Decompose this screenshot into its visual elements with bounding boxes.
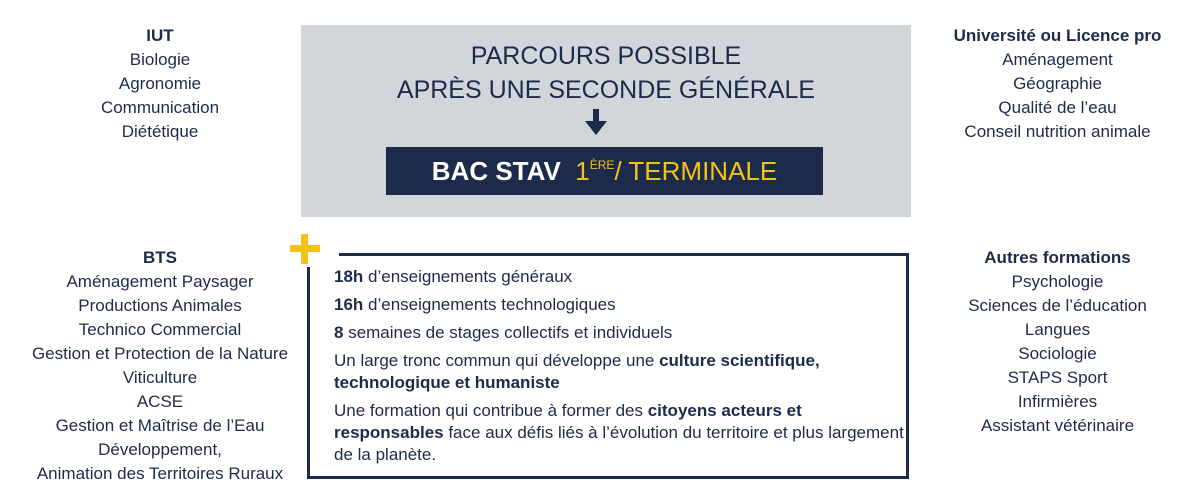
- bts-item: Viticulture: [122, 368, 198, 387]
- detail-tronc-bold: culture scientifique, technologique et humaniste: [334, 351, 820, 392]
- universite-column: [930, 24, 1185, 144]
- autres-item: Langues: [1024, 320, 1091, 339]
- detail-hours-tech-text: d’enseignements technologiques: [363, 295, 616, 314]
- iut-item: Biologie: [129, 50, 191, 69]
- bts-item: Développement,: [98, 440, 222, 459]
- parcours-box: [301, 25, 911, 217]
- detail-tronc-commun: [334, 350, 904, 394]
- universite-item: Conseil nutrition animale: [964, 122, 1151, 141]
- detail-hours-tech: [334, 294, 904, 316]
- autres-item: STAPS Sport: [1007, 368, 1108, 387]
- detail-tronc-text: Un large tronc commun qui développe une: [334, 351, 660, 370]
- iut-item: Communication: [100, 98, 220, 117]
- universite-item: Qualité de l’eau: [998, 98, 1117, 117]
- plus-icon: [288, 232, 322, 266]
- bac-stav-banner: [386, 147, 823, 195]
- bts-item: Gestion et Maîtrise de l’Eau: [55, 416, 265, 435]
- detail-hours-tech-value: 16h: [334, 295, 364, 314]
- bts-item: Productions Animales: [78, 296, 242, 315]
- detail-formation-end: face aux défis liés à l’évolution du territoire et plus largement de la planète.: [334, 423, 904, 464]
- autres-item: Psychologie: [1011, 272, 1104, 291]
- autres-item: Sociologie: [1018, 344, 1097, 363]
- bac-level-rest: / TERMINALE: [614, 156, 778, 186]
- detail-formation-bold: citoyens acteurs et responsables: [334, 401, 802, 442]
- detail-weeks: [334, 322, 904, 344]
- iut-title: IUT: [146, 26, 174, 45]
- parcours-title: [301, 39, 911, 107]
- universite-item: Géographie: [1013, 74, 1102, 93]
- bts-item: Gestion et Protection de la Nature: [31, 344, 289, 363]
- arrow-down-icon: [585, 109, 607, 135]
- bts-item: Animation des Territoires Ruraux: [36, 464, 284, 483]
- parcours-title-line2: APRÈS UNE SECONDE GÉNÉRALE: [396, 76, 816, 104]
- autres-item: Sciences de l’éducation: [968, 296, 1147, 315]
- iut-item: Diététique: [121, 122, 199, 141]
- parcours-title-line1: PARCOURS POSSIBLE: [470, 42, 742, 70]
- autres-item: Infirmières: [1017, 392, 1098, 411]
- bts-column: [10, 246, 310, 486]
- autres-formations-column: [950, 246, 1165, 438]
- bac-level: [568, 156, 777, 186]
- autres-formations-title: Autres formations: [984, 248, 1131, 267]
- bts-item: ACSE: [136, 392, 184, 411]
- iut-item: Agronomie: [118, 74, 202, 93]
- detail-hours-general: [334, 266, 904, 288]
- details-content: [334, 266, 904, 472]
- universite-title: Université ou Licence pro: [953, 26, 1162, 45]
- bts-item: Technico Commercial: [78, 320, 242, 339]
- bac-stav-label: BAC STAV: [431, 156, 561, 186]
- bts-title: BTS: [143, 248, 177, 267]
- detail-formation: [334, 400, 904, 466]
- detail-hours-general-value: 18h: [334, 267, 364, 286]
- bac-level-number: 1: [575, 156, 590, 186]
- detail-weeks-text: semaines de stages collectifs et individuels: [343, 323, 673, 342]
- autres-item: Assistant vétérinaire: [980, 416, 1135, 435]
- detail-hours-general-text: d’enseignements généraux: [363, 267, 573, 286]
- universite-item: Aménagement: [1002, 50, 1113, 69]
- bts-item: Aménagement Paysager: [66, 272, 254, 291]
- bac-level-sup: ÈRE: [589, 158, 615, 172]
- detail-weeks-value: 8: [334, 323, 344, 342]
- detail-formation-text: Une formation qui contribue à former des: [334, 401, 648, 420]
- iut-column: [80, 24, 240, 144]
